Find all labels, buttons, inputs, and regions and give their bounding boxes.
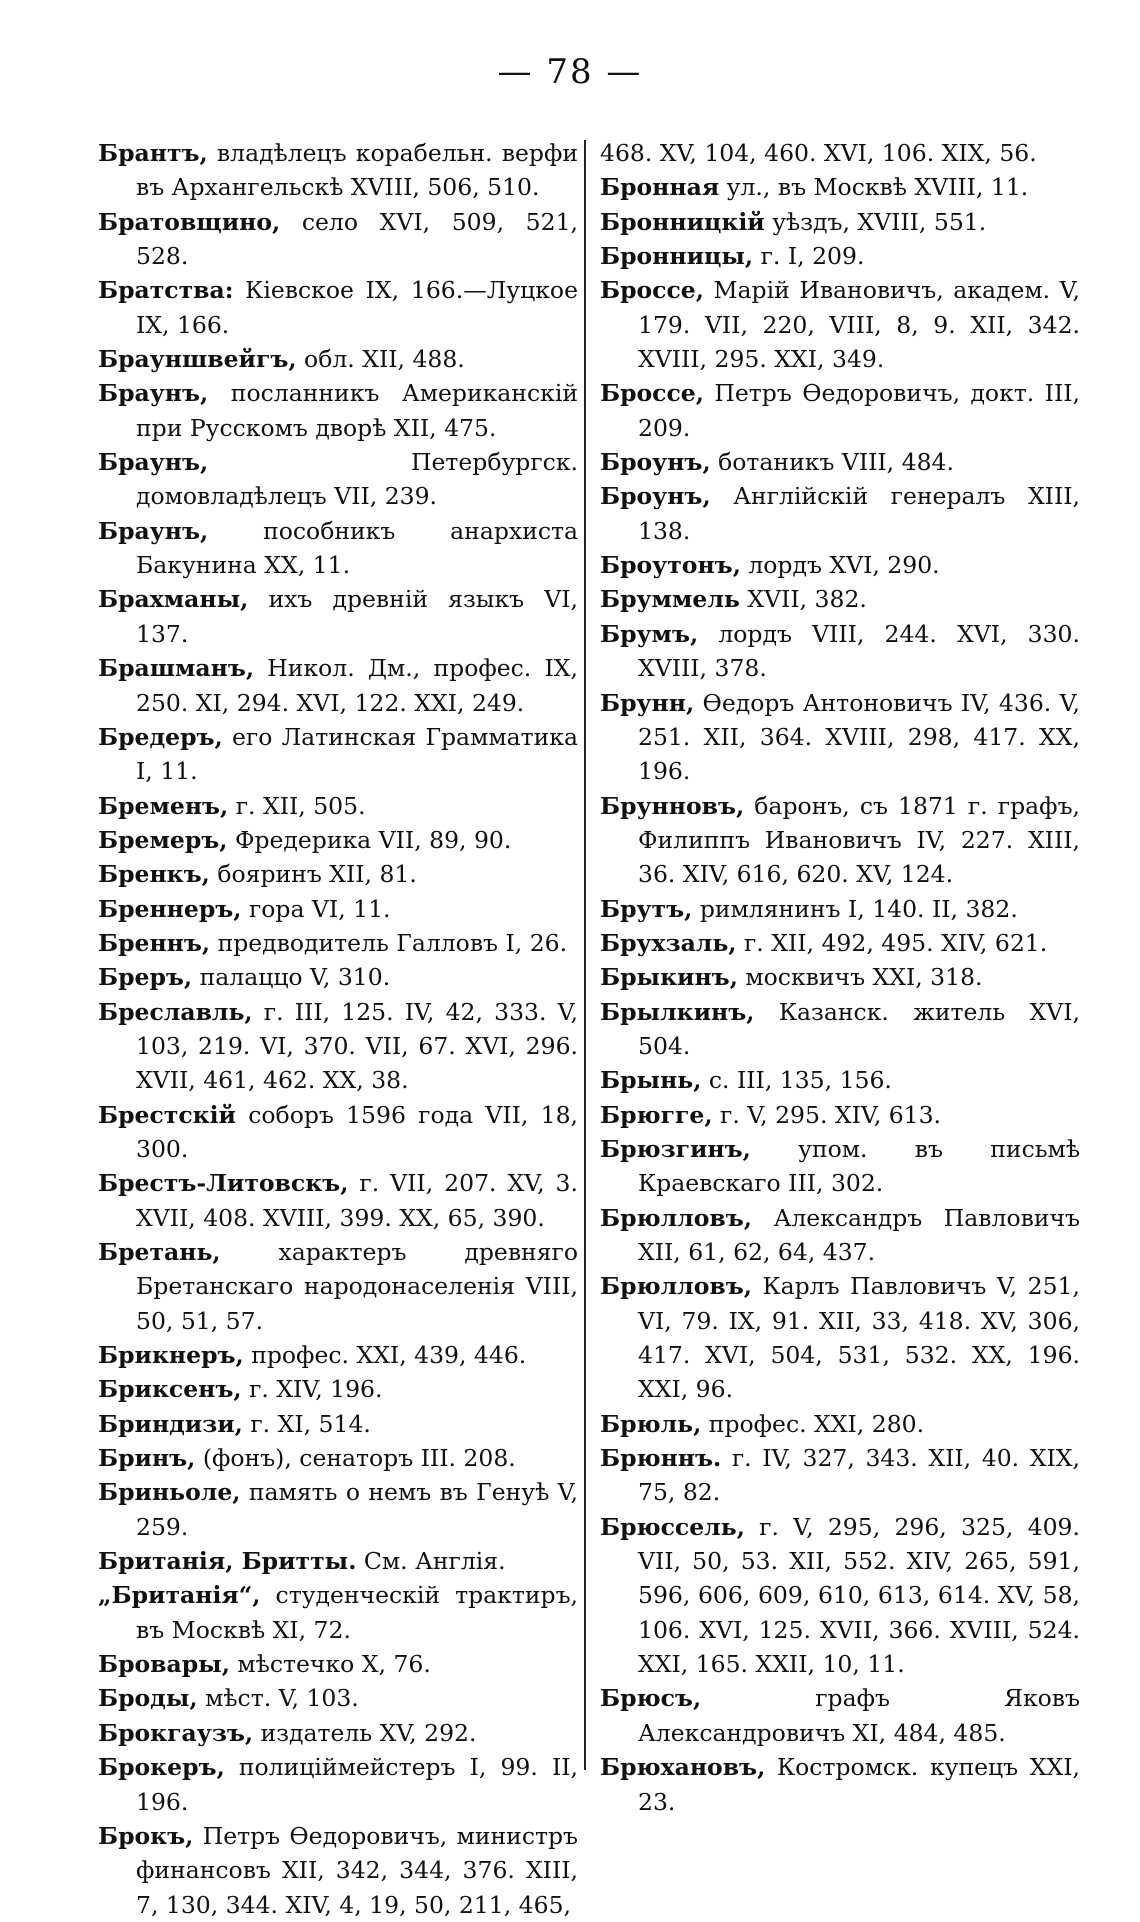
index-entry (98, 1750, 578, 1819)
index-entry (600, 1441, 1080, 1510)
index-entry (600, 1407, 1080, 1441)
index-entry (600, 1681, 1080, 1750)
index-entry (98, 582, 578, 651)
entry-text: полицiймейстеръ I, 99. II, 196. (136, 1753, 578, 1816)
index-entry (600, 205, 1080, 239)
entry-text: предводитель Галловъ I, 26. (217, 928, 568, 957)
entry-text: студенческiй трактиръ, въ Москвѣ XI, 72. (136, 1581, 578, 1644)
entry-text: См. Англiя. (363, 1547, 506, 1576)
entry-text: лордъ VIII, 244. XVI, 330. XVIII, 378. (638, 619, 1080, 683)
entry-headword: Бронницы, (600, 242, 754, 271)
entry-text: посланникъ Американскiй при Русскомъ дворѣ XII, 475. (136, 379, 578, 442)
index-entry (600, 1750, 1080, 1819)
index-entry (600, 1269, 1080, 1406)
index-entry (98, 960, 578, 994)
entry-text: Петръ Өедоровичъ, министръ финансовъ XII, 342, 344, 376. XIII, 7, 130, 344. XIV, 4, 19, 50, 211, 465, (136, 1821, 578, 1919)
entry-headword: Брестъ-Литовскъ, (98, 1169, 349, 1198)
entry-text: Англiйскiй генералъ XIII, 138. (638, 482, 1080, 545)
entry-text: графъ Яковъ Александровичъ XI, 484, 485. (638, 1684, 1080, 1747)
index-entry (600, 445, 1080, 479)
entry-text: память о немъ въ Генуѣ V, 259. (136, 1478, 578, 1541)
entry-text: XVII, 382. (747, 585, 867, 614)
index-entry (98, 720, 578, 789)
index-entry (98, 892, 578, 926)
entry-headword: Брюлловъ, (600, 1272, 752, 1301)
entry-headword: Брюннъ. (600, 1444, 722, 1473)
entry-text: с. III, 135, 156. (708, 1066, 892, 1095)
entry-headword: Брумъ, (600, 619, 699, 648)
column-divider (584, 140, 586, 1770)
entry-headword: Бретань, (98, 1238, 221, 1266)
index-entry (98, 1716, 578, 1750)
index-entry (98, 1338, 578, 1372)
entry-text: соборъ 1596 года VII, 18, 300. (136, 1100, 578, 1163)
entry-headword: Брылкинъ, (600, 997, 755, 1026)
entry-text: мѣстечко X, 76. (237, 1650, 431, 1679)
entry-headword: Братства: (98, 276, 234, 305)
index-entry (98, 1681, 578, 1715)
index-entry (600, 960, 1080, 994)
entry-text: г. V, 295. XIV, 613. (720, 1100, 942, 1129)
entry-text: г. III, 125. IV, 42, 333. V, 103, 219. VI, 370. VII, 67. XVI, 296. XVII, 461, 462. XX, 38. (136, 997, 578, 1095)
index-entry (600, 1132, 1080, 1201)
entry-text: профес. XXI, 280. (708, 1409, 925, 1438)
entry-headword: Брюлловъ, (600, 1203, 752, 1232)
entry-headword: Броды, (98, 1684, 198, 1713)
entry-text: ул., въ Москвѣ XVIII, 11. (726, 173, 1029, 202)
entry-headword: Брюгге, (600, 1100, 713, 1129)
entry-headword: Брюсъ, (600, 1684, 702, 1713)
entry-text: москвичъ XXI, 318. (745, 963, 983, 992)
index-entry (600, 170, 1080, 204)
index-entry (98, 995, 578, 1098)
entry-text: (фонъ), сенаторъ III. 208. (202, 1444, 516, 1473)
index-entry (600, 376, 1080, 445)
index-entry (600, 1098, 1080, 1132)
entry-text: г. IV, 327, 343. XII, 40. XIX, 75, 82. (638, 1444, 1080, 1507)
entry-text: пособникъ анархиста Бакунина XX, 11. (136, 516, 578, 580)
entry-headword: Бреръ, (98, 963, 193, 992)
entry-headword: Бронницкiй (600, 207, 765, 236)
entry-headword: „Британiя“, (98, 1581, 261, 1610)
entry-headword: Бреннъ, (98, 928, 211, 957)
index-entry (98, 857, 578, 891)
entry-headword: Брахманы, (98, 585, 249, 614)
index-entry (600, 892, 1080, 926)
entry-headword: Броутонъ, (600, 551, 741, 580)
index-entry (98, 273, 578, 342)
entry-headword: Бриндизи, (98, 1409, 243, 1438)
entry-headword: Бринъ, (98, 1444, 196, 1473)
entry-headword: Браунъ, (98, 379, 209, 408)
entry-headword: Бредеръ, (98, 722, 223, 751)
index-entry (98, 926, 578, 960)
entry-text: гора VI, 11. (248, 894, 391, 923)
index-entry (600, 1510, 1080, 1682)
entry-headword: Бриньоле, (98, 1478, 241, 1507)
entry-headword: Броссе, (600, 379, 704, 408)
index-entry (98, 1475, 578, 1544)
entry-text: г. XIV, 196. (249, 1375, 383, 1404)
entry-headword: Браунъ, (98, 448, 209, 477)
entry-headword: Браунъ, (98, 516, 209, 545)
index-entry (600, 548, 1080, 582)
index-entry (600, 1201, 1080, 1270)
entry-text: Костромск. купецъ XXI, 23. (638, 1753, 1080, 1816)
entry-text: бояринъ XII, 81. (217, 860, 417, 889)
index-entry (98, 514, 578, 583)
entry-headword: Бриксенъ, (98, 1375, 242, 1404)
index-entry (98, 789, 578, 823)
entry-headword: Бровары, (98, 1650, 230, 1679)
entry-text: Петербургск. домовладѣлецъ VII, 239. (136, 448, 578, 511)
entry-headword: Братовщино, (98, 207, 281, 236)
index-entry (600, 479, 1080, 548)
index-entry (98, 1166, 578, 1235)
entry-headword: Брюхановъ, (600, 1753, 766, 1782)
entry-headword: Брутъ, (600, 894, 693, 923)
index-entry (600, 273, 1080, 376)
entry-headword: Бременъ, (98, 791, 229, 820)
index-entry (98, 1647, 578, 1681)
index-entry (98, 823, 578, 857)
index-entry (98, 1578, 578, 1647)
entry-text: лордъ XVI, 290. (748, 551, 940, 580)
index-entry (600, 617, 1080, 686)
left-column (98, 136, 578, 1922)
entry-headword: Брюссель, (600, 1512, 745, 1541)
entry-headword: Брашманъ, (98, 654, 255, 683)
index-entry (600, 686, 1080, 789)
index-entry (98, 376, 578, 445)
entry-text: Фредерика VII, 89, 90. (234, 825, 512, 854)
entry-headword: Бронная (600, 173, 720, 202)
entry-headword: Брюзгинъ, (600, 1134, 751, 1163)
entry-headword: Брауншвейгъ, (98, 345, 297, 374)
entry-text: ботаникъ VIII, 484. (718, 448, 954, 477)
entry-text: Кiевское IX, 166.—Луцкое IX, 166. (136, 276, 578, 339)
entry-headword: Брухзаль, (600, 928, 737, 957)
entry-text: г. XII, 505. (235, 791, 366, 820)
index-entry (600, 789, 1080, 892)
entry-text: Никол. Дм., профес. IX, 250. XI, 294. XVI, 122. XXI, 249. (136, 654, 578, 717)
entry-headword: Броунъ, (600, 482, 711, 511)
entry-headword: Британiя, Бритты. (98, 1547, 357, 1576)
entry-text: г. I, 209. (760, 242, 865, 271)
index-entry (98, 1407, 578, 1441)
index-entry (600, 136, 1080, 170)
entry-text: г. VII, 207. XV, 3. XVII, 408. XVIII, 399. XX, 65, 390. (136, 1169, 578, 1232)
index-entry (98, 445, 578, 514)
right-column (600, 136, 1080, 1819)
entry-headword: Брюль, (600, 1409, 702, 1438)
index-entry (600, 926, 1080, 960)
entry-headword: Брантъ, (98, 139, 208, 167)
index-entry (98, 136, 578, 205)
index-entry (600, 1063, 1080, 1097)
entry-text: Өедоръ Антоновичъ IV, 436. V, 251. XII, 364. XVIII, 298, 417. XX, 196. (638, 688, 1080, 786)
index-entry (98, 1819, 578, 1922)
entry-headword: Брокеръ, (98, 1753, 225, 1782)
entry-text: ихъ древнiй языкъ VI, 137. (136, 585, 578, 648)
entry-text: 468. XV, 104, 460. XVI, 106. XIX, 56. (600, 139, 1037, 167)
index-entry (600, 239, 1080, 273)
index-entry (600, 995, 1080, 1064)
entry-headword: Брестскiй (98, 1100, 236, 1129)
index-entry (98, 342, 578, 376)
entry-headword: Брунн, (600, 688, 695, 717)
index-entry (98, 1372, 578, 1406)
entry-text: Александръ Павловичъ XII, 61, 62, 64, 437. (638, 1203, 1080, 1266)
entry-text: характеръ древняго Бретанскаго народонаселенiя VIII, 50, 51, 57. (136, 1238, 578, 1335)
index-entry (98, 651, 578, 720)
page-number: — 78 — (497, 52, 643, 92)
entry-headword: Брокгаузъ, (98, 1718, 254, 1747)
entry-headword: Бруммель (600, 585, 740, 614)
entry-headword: Брикнеръ, (98, 1341, 244, 1370)
entry-text: профес. XXI, 439, 446. (251, 1341, 527, 1370)
entry-headword: Брунновъ, (600, 791, 745, 820)
entry-headword: Броунъ, (600, 448, 711, 477)
index-entry (98, 1544, 578, 1578)
entry-headword: Бремеръ, (98, 825, 228, 854)
entry-text: баронъ, съ 1871 г. графъ, Филиппъ Ивановичъ IV, 227. XIII, 36. XIV, 616, 620. XV, 124. (638, 791, 1080, 889)
index-entry (98, 1235, 578, 1338)
entry-text: г. XI, 514. (250, 1409, 371, 1438)
entry-headword: Брокъ, (98, 1821, 194, 1850)
entry-text: владѣлецъ корабельн. верфи въ Архангельскѣ XVIII, 506, 510. (136, 139, 578, 202)
entry-text: издатель XV, 292. (260, 1718, 477, 1747)
entry-headword: Брыкинъ, (600, 963, 738, 992)
entry-headword: Брынь, (600, 1066, 702, 1095)
entry-text: село XVI, 509, 521, 528. (136, 207, 578, 271)
entry-text: г. XII, 492, 495. XIV, 621. (743, 928, 1048, 957)
entry-headword: Броссе, (600, 276, 704, 305)
index-entry (98, 205, 578, 274)
entry-text: Марiй Ивановичъ, академ. V, 179. VII, 220, VIII, 8, 9. XII, 342. XVIII, 295. XXI, 349. (638, 276, 1080, 374)
entry-text: Карлъ Павловичъ V, 251, VI, 79. IX, 91. XII, 33, 418. XV, 306, 417. XVI, 504, 531, 532. XX, 196. XXI, 96. (638, 1272, 1080, 1404)
entry-text: упом. въ письмѣ Краевскаго III, 302. (638, 1134, 1080, 1198)
entry-text: Казанск. житель XVI, 504. (638, 997, 1080, 1060)
entry-text: г. V, 295, 296, 325, 409. VII, 50, 53. XII, 552. XIV, 265, 591, 596, 606, 609, 610, 613, 614. XV, 58, 106. XVI, 125. XVII, 366. XVIII, 524. XXI, 165. XXII, 10, 11. (638, 1512, 1080, 1679)
entry-text: Петръ Өедоровичъ, докт. III, 209. (638, 379, 1080, 442)
entry-text: его Латинская Грамматика I, 11. (136, 722, 578, 786)
entry-text: обл. XII, 488. (304, 345, 465, 374)
entry-headword: Бренкъ, (98, 860, 210, 889)
entry-text: палаццо V, 310. (199, 963, 391, 992)
entry-headword: Бреннеръ, (98, 894, 242, 923)
index-entry (98, 1098, 578, 1167)
entry-text: римлянинъ I, 140. II, 382. (699, 894, 1018, 923)
index-entry (98, 1441, 578, 1475)
entry-text: уѣздъ, XVIII, 551. (772, 207, 987, 236)
entry-text: мѣст. V, 103. (205, 1684, 359, 1713)
index-entry (600, 582, 1080, 616)
entry-headword: Бреславль, (98, 997, 253, 1026)
